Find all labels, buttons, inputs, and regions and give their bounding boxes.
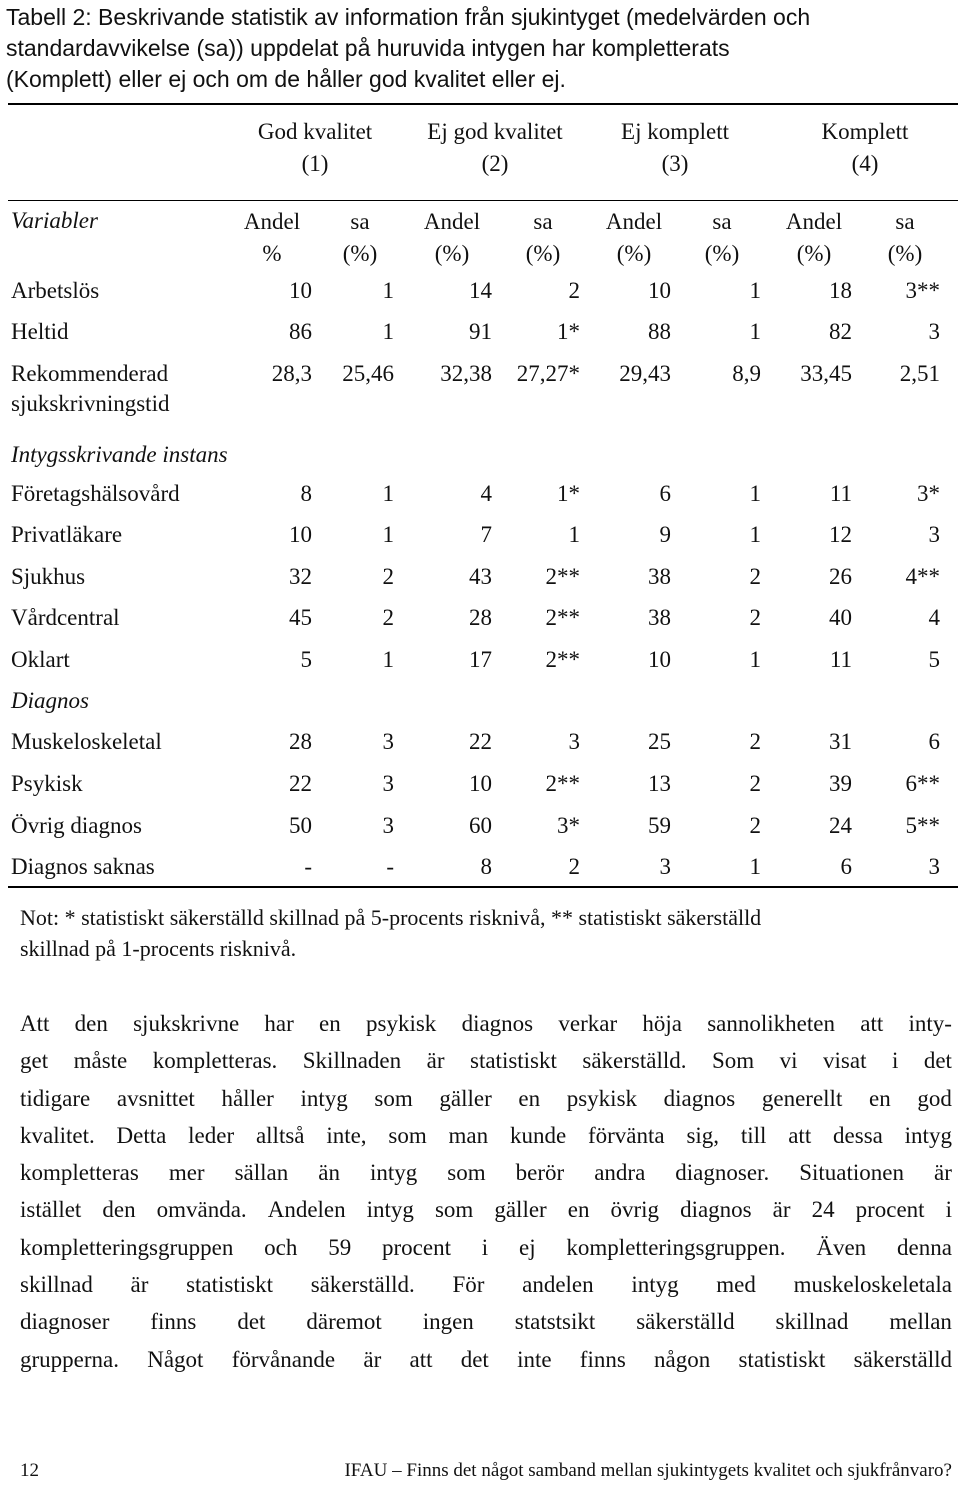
row-label [11,769,83,799]
subheader-line: Andel [785,209,843,234]
table-cell: - [386,854,394,879]
table-cell: 3 [382,729,394,754]
subheader-line: sa [533,209,553,234]
table-cell: 2,51 [899,361,940,386]
table-cell: 59 [648,813,671,838]
table-cell: 6 [840,854,852,879]
page-number: 12 [20,1460,39,1481]
table-cell: 26 [829,564,852,589]
body-line: diagnoser finns det däremot ingen statstsikt säkerställd skillnad mellan [20,1309,952,1335]
table-bottom-rule [8,886,958,888]
table-cell: 88 [648,319,671,344]
table-cell: 3 [382,771,394,796]
table-cell: 2 [749,605,761,630]
table-cell: 8 [300,481,312,506]
table-cell: 8,9 [732,361,761,386]
table-cell: 1 [382,522,394,547]
subheader-line: sa [712,209,732,234]
table-cell: 1 [749,647,761,672]
subheader-line: (%) [704,241,740,266]
column-subheader [320,206,400,270]
table-cell: 6 [928,729,940,754]
table-cell: 45 [289,605,312,630]
row-label-text: Diagnos saknas [11,854,155,879]
table-cell: 2 [749,813,761,838]
table-cell: 17 [469,647,492,672]
subheader-line: (%) [342,241,378,266]
table-cell: 5** [905,813,940,838]
body-line: kompletteras mer sällan än intyg som berör andra diagnoser. Situationen är [20,1160,952,1186]
table-cell: 1 [749,522,761,547]
subheader-line: sa [895,209,915,234]
column-subheader [503,206,583,270]
table-cell: 6 [659,481,671,506]
body-line: kvalitet. Detta leder alltså inte, som man kunde förvänta sig, till att dessa intyg [20,1122,952,1148]
table-cell: 38 [648,564,671,589]
body-paragraph [20,1005,952,1378]
table-cell: 43 [469,564,492,589]
table-cell: 27,27* [516,361,580,386]
row-label [11,276,99,306]
column-group-header [595,116,755,180]
table-cell: 86 [289,319,312,344]
table-cell: 2** [545,771,580,796]
table-cell: 22 [469,729,492,754]
table-cell: 1 [382,278,394,303]
table-cell: 4** [905,564,940,589]
table-cell: 91 [469,319,492,344]
table-cell: 3* [557,813,580,838]
table-cell: 18 [829,278,852,303]
subheader-line: sa [350,209,370,234]
table-cell: 14 [469,278,492,303]
body-line: tidigare avsnittet håller intyg som gäller en psykisk diagnos generellt en god [20,1085,952,1111]
group-number: (2) [481,151,509,176]
row-label [11,317,69,347]
body-line: skillnad är statistiskt säkerställd. För andelen intyg med muskeloskeletala [20,1272,952,1298]
group-name: Ej komplett [621,119,729,144]
table-cell: 82 [829,319,852,344]
table-top-rule [8,103,958,105]
table-header-rule [8,200,958,201]
row-label-text: Sjukhus [11,564,86,589]
table-cell: 10 [469,771,492,796]
section-heading: Diagnos [11,688,89,713]
table-cell: 7 [480,522,492,547]
table-cell: 25,46 [342,361,394,386]
table-cell: 28,3 [271,361,312,386]
row-label [11,562,85,592]
caption-line: standardavvikelse (sa)) uppdelat på huruvida intygen har kompletterats [6,35,730,61]
table-cell: 22 [289,771,312,796]
row-label-text: sjukskrivningstid [11,391,170,416]
subheader-line: Andel [243,209,301,234]
row-label [11,811,142,841]
table-caption [6,2,956,95]
table-cell: 12 [829,522,852,547]
caption-line: Tabell 2: Beskrivande statistik av information från sjukintyget (medelvärden och [6,4,811,30]
table-cell: 10 [289,522,312,547]
table-cell: 3 [568,729,580,754]
table-cell: 32 [289,564,312,589]
table-cell: 6** [905,771,940,796]
table-cell: 2 [749,564,761,589]
table-cell: 3 [382,813,394,838]
table-cell: 29,43 [619,361,671,386]
table-cell: 2 [568,854,580,879]
group-name: Ej god kvalitet [427,119,563,144]
caption-line: (Komplett) eller ej och om de håller god kvalitet eller ej. [6,66,566,92]
note-line: skillnad på 1-procents risknivå. [20,936,297,961]
row-label-text: Psykisk [11,771,83,796]
table-cell: 28 [289,729,312,754]
row-label-text: Företagshälsovård [11,481,180,506]
table-cell: 40 [829,605,852,630]
table-cell: 3 [659,854,671,879]
table-cell: - [304,854,312,879]
table-cell: 1 [749,481,761,506]
table-cell: 3 [928,522,940,547]
note-line: Not: * statistiskt säkerställd skillnad på 5-procents risknivå, ** statistiskt säkerställd [20,905,762,930]
row-label [11,359,169,419]
column-subheader [865,206,945,270]
row-label-text: Vårdcentral [11,605,120,630]
table-cell: 2 [568,278,580,303]
table-cell: 10 [648,647,671,672]
row-label [11,479,180,509]
subheader-line: (%) [616,241,652,266]
column-group-header [785,116,945,180]
subheader-line: (%) [887,241,923,266]
table-cell: 2 [749,729,761,754]
table-cell: 2** [545,647,580,672]
table-cell: 1 [749,854,761,879]
group-number: (4) [851,151,879,176]
table-cell: 3* [917,481,940,506]
row-label-text: Övrig diagnos [11,813,142,838]
table-cell: 4 [480,481,492,506]
table-cell: 1* [557,319,580,344]
table-cell: 11 [829,481,852,506]
row-label [11,520,122,550]
row-label-text: Heltid [11,319,69,344]
table-cell: 38 [648,605,671,630]
table-cell: 3 [928,854,940,879]
subheader-line: Andel [605,209,663,234]
body-line: Att den sjukskrivne har en psykisk diagnos verkar höja sannolikheten att inty- [20,1011,952,1036]
table-cell: 3** [905,278,940,303]
table-cell: 10 [648,278,671,303]
body-line: istället den omvända. Andelen intyg som gäller en övrig diagnos är 24 procent i [20,1197,952,1223]
column-group-header [415,116,575,180]
table-cell: 13 [648,771,671,796]
row-label-text: Rekommenderad [11,361,169,386]
table-cell: 33,45 [800,361,852,386]
row-label [11,645,70,675]
table-cell: 1 [382,319,394,344]
subheader-line: % [262,241,282,266]
table-cell: 50 [289,813,312,838]
row-label [11,603,120,633]
group-number: (1) [301,151,329,176]
table-cell: 9 [659,522,671,547]
table-cell: 5 [928,647,940,672]
table-cell: 3 [928,319,940,344]
group-number: (3) [661,151,689,176]
variables-header: Variabler [11,208,98,233]
row-label-text: Arbetslös [11,278,100,303]
table-cell: 10 [289,278,312,303]
subheader-line: (%) [525,241,561,266]
table-cell: 1* [557,481,580,506]
table-cell: 28 [469,605,492,630]
table-cell: 1 [568,522,580,547]
table-cell: 24 [829,813,852,838]
table-cell: 1 [749,278,761,303]
row-label-text: Privatläkare [11,522,123,547]
column-group-header [235,116,395,180]
table-cell: 2** [545,564,580,589]
table-cell: 2 [382,564,394,589]
table-cell: 25 [648,729,671,754]
subheader-line: (%) [434,241,470,266]
table-cell: 5 [300,647,312,672]
body-line: get måste kompletteras. Skillnaden är statistiskt säkerställd. Som vi visat i det [20,1048,952,1074]
table-cell: 39 [829,771,852,796]
column-subheader [682,206,762,270]
body-line: kompletteringsgruppen och 59 procent i ej kompletteringsgruppen. Även denna [20,1234,952,1260]
subheader-line: Andel [423,209,481,234]
table-cell: 8 [480,854,492,879]
table-cell: 1 [749,319,761,344]
row-label [11,727,162,757]
running-footer-title: IFAU – Finns det något samband mellan sjukintygets kvalitet och sjukfrånvaro? [344,1460,952,1481]
row-label [11,852,155,882]
subheader-line: (%) [796,241,832,266]
column-subheader [232,206,312,270]
table-cell: 31 [829,729,852,754]
table-cell: 1 [382,647,394,672]
table-cell: 1 [382,481,394,506]
column-subheader [594,206,674,270]
section-heading: Intygsskrivande instans [11,442,228,467]
table-cell: 11 [829,647,852,672]
table-cell: 2 [382,605,394,630]
table-cell: 60 [469,813,492,838]
table-cell: 32,38 [440,361,492,386]
column-subheader [774,206,854,270]
group-name: Komplett [821,119,909,144]
table-cell: 2 [749,771,761,796]
column-subheader [412,206,492,270]
table-cell: 4 [928,605,940,630]
row-label-text: Muskeloskeletal [11,729,162,754]
group-name: God kvalitet [257,119,373,144]
table-note [20,902,940,964]
row-label-text: Oklart [11,647,70,672]
table-cell: 2** [545,605,580,630]
body-line: grupperna. Något förvånande är att det inte finns någon statistiskt säkerställd [20,1346,952,1372]
